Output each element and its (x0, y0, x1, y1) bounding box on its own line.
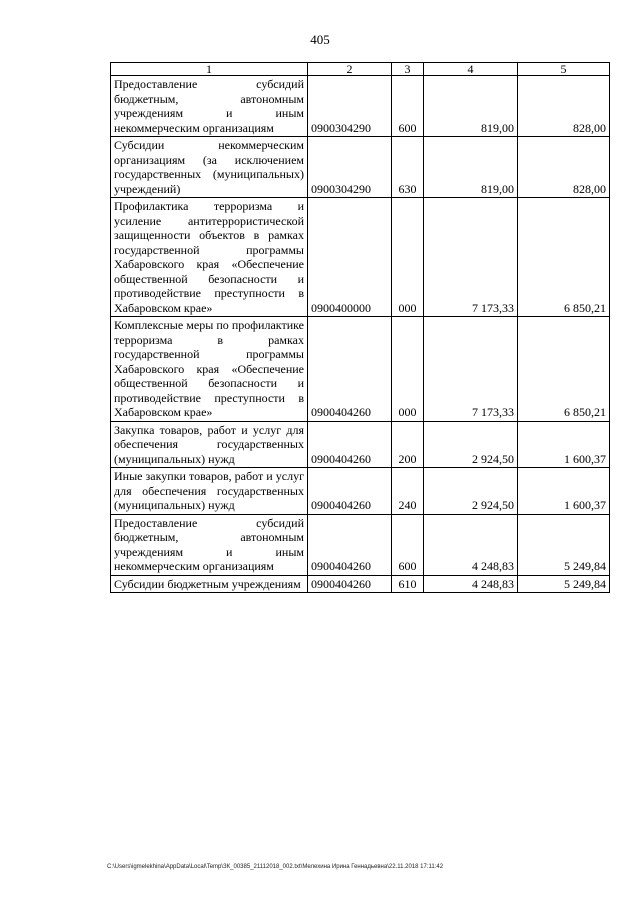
row-code: 0900304290 (308, 76, 392, 137)
table-row (111, 76, 610, 137)
row-value-col5: 828,00 (518, 137, 610, 198)
row-name: Комплексные меры по профилактике терроризма в рамках государственной программы Хабаровского края «Обеспечение общественной безопасности и противодействие преступности в Хабаровском крае» (111, 317, 308, 422)
row-type: 000 (392, 317, 424, 422)
row-name: Закупка товаров, работ и услуг для обеспечения государственных (муниципальных) нужд (111, 421, 308, 468)
header-col-4: 4 (424, 63, 518, 76)
row-value-col4: 7 173,33 (424, 198, 518, 317)
header-col-3: 3 (392, 63, 424, 76)
row-code: 0900404260 (308, 317, 392, 422)
table-row (111, 198, 610, 317)
table-row (111, 514, 610, 575)
table-row (111, 137, 610, 198)
file-path-footer: C:\Users\igmelekhina\AppData\Local\Temp\ЗК_00385_21112018_002.txt\Мелехина Ирина Геннадьевна\22.11.2018 17:11:42 (107, 864, 444, 870)
row-value-col4: 4 248,83 (424, 575, 518, 593)
row-type: 000 (392, 198, 424, 317)
table-header-row (111, 63, 610, 76)
row-name: Субсидии некоммерческим организациям (за исключением государственных (муниципальных) учреждений) (111, 137, 308, 198)
row-code: 0900404260 (308, 575, 392, 593)
row-value-col5: 5 249,84 (518, 575, 610, 593)
table-row (111, 468, 610, 515)
row-name: Профилактика терроризма и усиление антитеррористической защищенности объектов в рамках государственной программы Хабаровского края «Обеспечение общественной безопасности и противодействие преступности в Хабаровском крае» (111, 198, 308, 317)
row-name: Предоставление субсидий бюджетным, автономным учреждениям и иным некоммерческим организациям (111, 514, 308, 575)
row-name: Субсидии бюджетным учреждениям (111, 575, 308, 593)
row-name: Иные закупки товаров, работ и услуг для обеспечения государственных (муниципальных) нужд (111, 468, 308, 515)
table-row (111, 317, 610, 422)
row-type: 610 (392, 575, 424, 593)
page-number: 405 (310, 32, 330, 47)
row-value-col5: 5 249,84 (518, 514, 610, 575)
row-code: 0900404260 (308, 421, 392, 468)
row-type: 600 (392, 514, 424, 575)
row-value-col4: 7 173,33 (424, 317, 518, 422)
row-type: 200 (392, 421, 424, 468)
table-row (111, 421, 610, 468)
row-value-col4: 4 248,83 (424, 514, 518, 575)
row-name: Предоставление субсидий бюджетным, автономным учреждениям и иным некоммерческим организациям (111, 76, 308, 137)
budget-table (110, 62, 610, 593)
row-code: 0900400000 (308, 198, 392, 317)
row-code: 0900304290 (308, 137, 392, 198)
row-code: 0900404260 (308, 468, 392, 515)
row-value-col5: 1 600,37 (518, 468, 610, 515)
row-value-col5: 6 850,21 (518, 317, 610, 422)
header-col-2: 2 (308, 63, 392, 76)
row-value-col5: 1 600,37 (518, 421, 610, 468)
row-type: 600 (392, 76, 424, 137)
row-value-col4: 819,00 (424, 76, 518, 137)
header-col-1: 1 (111, 63, 308, 76)
header-col-5: 5 (518, 63, 610, 76)
table-row (111, 575, 610, 593)
row-value-col4: 2 924,50 (424, 421, 518, 468)
row-code: 0900404260 (308, 514, 392, 575)
row-value-col4: 819,00 (424, 137, 518, 198)
row-value-col5: 828,00 (518, 76, 610, 137)
row-type: 240 (392, 468, 424, 515)
row-value-col5: 6 850,21 (518, 198, 610, 317)
row-value-col4: 2 924,50 (424, 468, 518, 515)
row-type: 630 (392, 137, 424, 198)
